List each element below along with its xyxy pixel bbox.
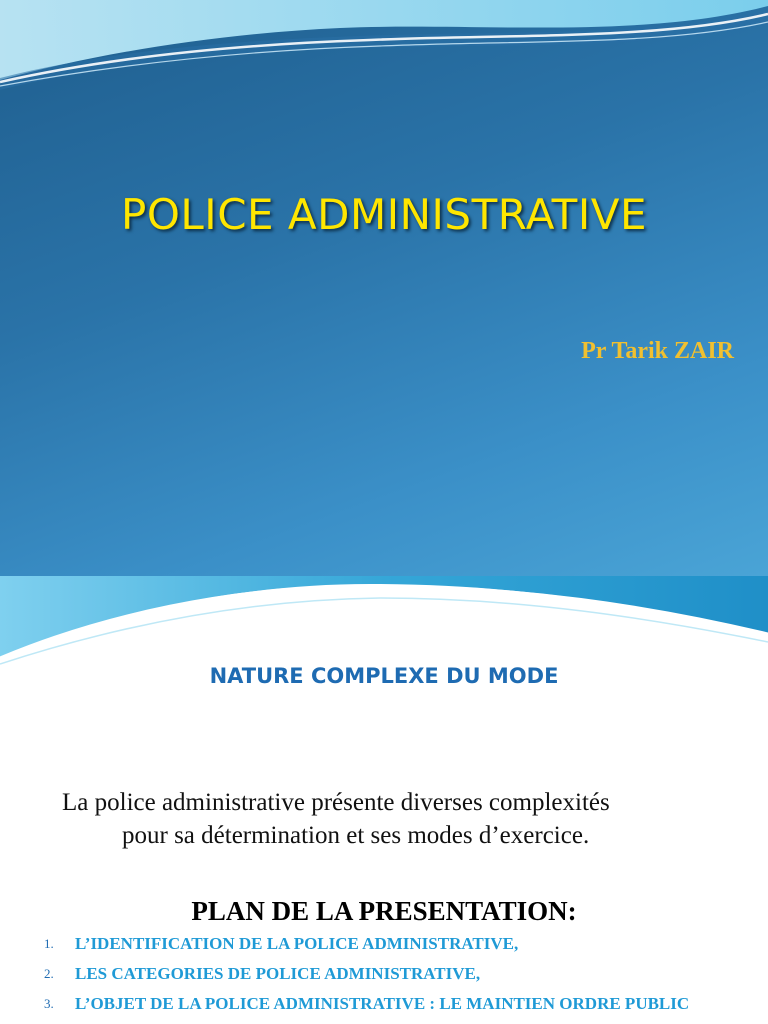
author-name: Pr Tarik ZAIR [581, 338, 734, 364]
content-slide [0, 576, 768, 1024]
list-text: L’IDENTIFICATION DE LA POLICE ADMINISTRATIVE, [75, 934, 519, 953]
list-number: 3. [44, 996, 54, 1011]
list-item [44, 994, 764, 1014]
intro-paragraph [62, 786, 742, 852]
plan-heading: PLAN DE LA PRESENTATION: [191, 896, 577, 926]
slide-title: POLICE ADMINISTRATIVE [121, 190, 647, 239]
decorative-wave [0, 0, 768, 110]
plan-list [44, 934, 764, 1024]
list-number: 1. [44, 936, 54, 951]
list-text: LES CATEGORIES DE POLICE ADMINISTRATIVE, [75, 964, 481, 983]
decorative-wave [0, 576, 768, 666]
list-item [44, 934, 764, 954]
intro-line-2: pour sa détermination et ses modes d’exercice. [122, 822, 590, 849]
list-item [44, 964, 764, 984]
intro-line-1: La police administrative présente diverses complexités [62, 789, 610, 816]
slide-heading: NATURE COMPLEXE DU MODE [209, 664, 559, 688]
list-number: 2. [44, 966, 54, 981]
list-text: L’OBJET DE LA POLICE ADMINISTRATIVE : LE MAINTIEN ORDRE PUBLIC [75, 994, 690, 1013]
